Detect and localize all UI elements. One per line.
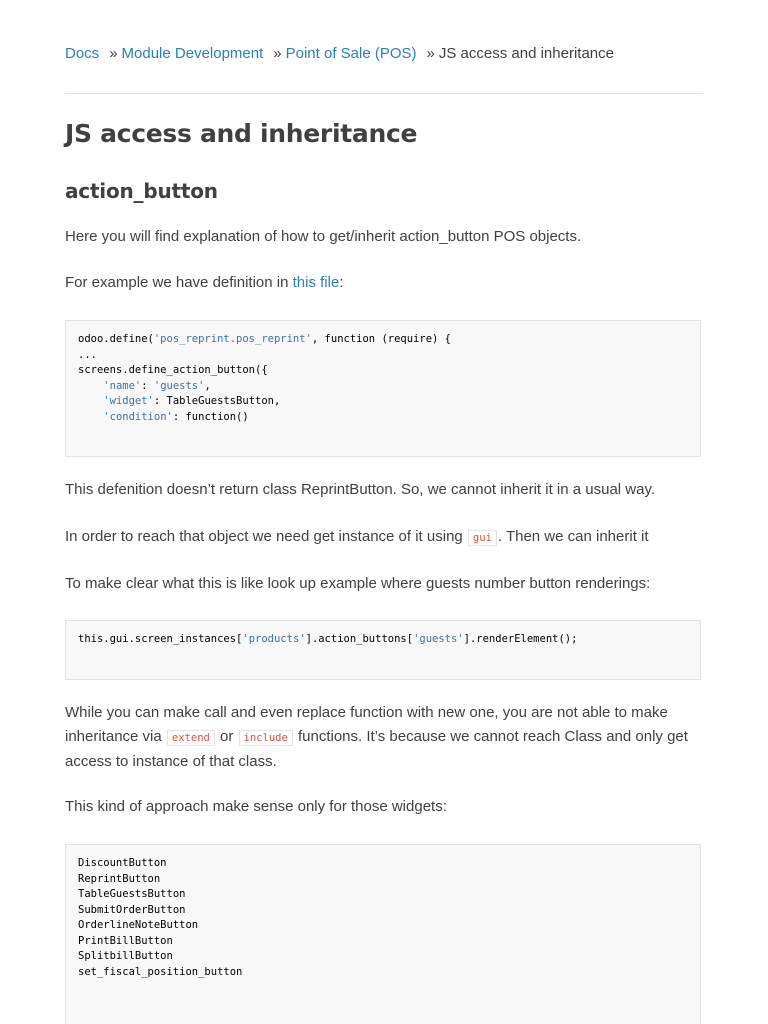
widget-name: TableGuestsButton <box>78 888 186 900</box>
header-divider <box>65 93 703 94</box>
breadcrumb-separator: » <box>109 45 118 62</box>
paragraph-reach: In order to reach that object we need get instance of it using gui . Then we can inherit it <box>65 528 649 545</box>
inline-code-include: include <box>239 730 293 746</box>
widget-name: SplitbillButton <box>78 950 173 962</box>
paragraph-no-return: This defenition doesn’t return class ReprintButton. So, we cannot inherit it in a usual way. <box>65 481 656 498</box>
paragraph-intro: Here you will find explanation of how to get/inherit action_button POS objects. <box>65 228 582 245</box>
inline-code-extend: extend <box>167 730 215 746</box>
code-block-render[interactable] <box>65 620 701 680</box>
code-block-widgets[interactable] <box>65 844 701 1024</box>
code-content <box>66 845 700 991</box>
breadcrumb <box>65 44 614 64</box>
widget-name: set_fiscal_position_button <box>78 965 243 978</box>
breadcrumb-link-pos[interactable]: Point of Sale (POS) <box>285 45 417 62</box>
paragraph-text: For example we have definition in <box>65 274 293 291</box>
paragraph-text: : <box>339 274 344 291</box>
breadcrumb-separator: » <box>273 45 282 62</box>
code-block-define[interactable] <box>65 320 701 457</box>
widget-name: OrderlineNoteButton <box>78 919 199 931</box>
paragraph-while: While you can make call and even replace function with new one, you are not able to make inheritance via extend or include functions. It’s because we cannot reach Class and only get access to instance of that class. <box>65 704 688 770</box>
paragraph-example <box>65 271 705 295</box>
widget-name: DiscountButton <box>78 857 167 869</box>
widget-name: SubmitOrderButton <box>78 903 186 916</box>
this-file-link[interactable]: this file <box>292 274 340 291</box>
breadcrumb-separator: » <box>426 45 435 62</box>
breadcrumb-link-module-development[interactable]: Module Development <box>121 45 264 62</box>
breadcrumb-link-docs[interactable]: Docs <box>65 45 100 62</box>
widget-name: PrintBillButton <box>78 934 173 947</box>
code-content: odoo.define('pos_reprint.pos_reprint', function (require) { ... screens.define_action_button({ 'name': 'guests', 'widget': TableGuestsButton, 'condition': function() <box>78 333 451 423</box>
widget-name: ReprintButton <box>78 872 161 885</box>
paragraph-approach: This kind of approach make sense only for those widgets: <box>65 798 447 815</box>
code-content: this.gui.screen_instances['products'].action_buttons['guests'].renderElement(); <box>78 633 578 645</box>
page-title: JS access and inheritance <box>65 119 418 148</box>
inline-code-gui: gui <box>468 530 497 546</box>
section-title: action_button <box>65 179 218 203</box>
paragraph-make-clear: To make clear what this is like look up example where guests number button renderings: <box>65 575 651 592</box>
breadcrumb-current: JS access and inheritance <box>438 45 614 62</box>
